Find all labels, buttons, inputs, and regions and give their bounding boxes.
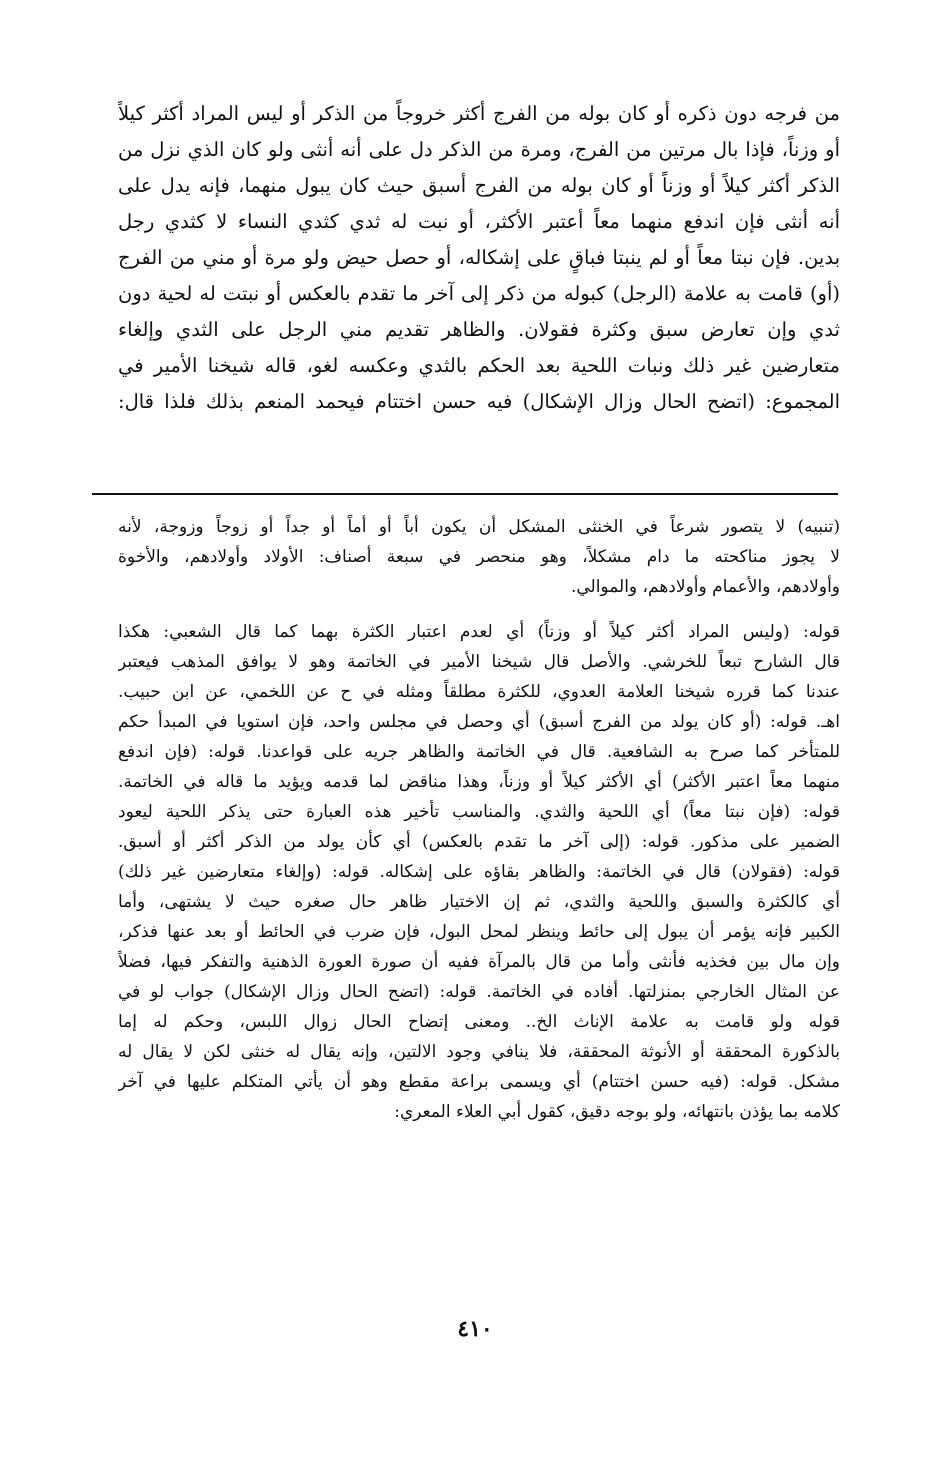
main-text-line: من فرجه دون ذكره أو كان بوله من الفرج أكثر خروجاً من الذكر أو ليس المراد أكثر كيلاً (118, 102, 840, 125)
main-text-line: بدين. فإن نبتا معاً أو لم ينبتا فباقٍ على إشكاله، أو حصل حيض ولو مرة أو مني من الفرج (118, 246, 840, 269)
main-text-line: المجموع: (اتضح الحال وزال الإشكال) فيه حسن اختتام فيحمد المنعم بذلك فلذا قال: (118, 390, 840, 413)
footnote-line: قوله ولو قامت به علامة الإناث الخ.. ومعنى إتضاح الحال زوال اللبس، وحكم له إما (118, 1012, 840, 1032)
footnote-line: لا يجوز مناكحته ما دام مشكلاً، وهو منحصر في سبعة أصناف: الأولاد وأولادهم، والأخوة (118, 547, 840, 567)
footnote-line: قوله: (فقولان) قال في الخاتمة: والظاهر بقاؤه على إشكاله. قوله: (وإلغاء متعارضين غير ذلك) (118, 862, 840, 882)
main-text-line: (أو) قامت به علامة (الرجل) كبوله من ذكر إلى آخر ما تقدم بالعكس أو نبتت له لحية دون (118, 282, 840, 305)
main-text-line: أو وزناً، فإذا بال مرتين من الفرج، ومرة من الذكر دل على أنه أنثى ولو كان الذي نزل من (118, 138, 840, 161)
footnote-line: عندنا كما قرره شيخنا العلامة العدوي، للكثرة مطلقاً ومثله في ح عن اللخمي، عن ابن حبيب. (118, 682, 840, 702)
main-text-line: الذكر أكثر كيلاً أو وزناً أو كان بوله من الفرج أسبق حيث كان يبول منهما، فإنه يدل على (118, 174, 840, 197)
footnote-line: عن المثال الخارجي بمنزلتها. أفاده في الخاتمة. قوله: (اتضح الحال وزال الإشكال) جواب لو في (118, 982, 840, 1002)
footnote-line: وإن مال بين فخذيه فأنثى وأما من قال بالمرآة ففيه أن صورة العورة الذهنية والتفكر فيها، فضلاً (118, 952, 840, 972)
footnote-line: قوله: (وليس المراد أكثر كيلاً أو وزناً) أي لعدم اعتبار الكثرة بهما كما قال الشعبي: هكذا (118, 622, 840, 642)
footnote-line: الضمير على مذكور. قوله: (إلى آخر ما تقدم بالعكس) أي كأن يولد من الذكر أكثر أو أسبق. (118, 832, 840, 852)
main-text-line: أنه أنثى فإن اندفع منهما معاً أعتبر الأكثر، أو نبت له ثدي كثدي النساء لا كثدي رجل (118, 210, 840, 233)
footnote-line: كلامه بما يؤذن بانتهائه، ولو بوجه دقيق، كقول أبي العلاء المعري: (394, 1102, 840, 1122)
footnote-line: مشكل. قوله: (فيه حسن اختتام) أي ويسمى براعة مقطع وهو أن يأتي المتكلم عليها في آخر (118, 1072, 840, 1092)
footnote-line: (تنبيه) لا يتصور شرعاً في الخنثى المشكل أن يكون أباً أو أماً أو جداً أو زوجاً وزوجة، لأنه (118, 517, 840, 537)
main-text-line: متعارضين غير ذلك ونبات اللحية بعد الحكم بالثدي وعكسه لغو، قاله شيخنا الأمير في (118, 354, 840, 377)
footnote-line: قال الشارح تبعاً للخرشي. والأصل قال شيخنا الأمير في الخاتمة وهو لا يوافق المذهب فيعتبر (118, 652, 840, 672)
footnote-line: أي كالكثرة والسبق واللحية والثدي، ثم إن الاختيار ظاهر حال صغره حيث لا يشتهى، وأما (118, 892, 840, 912)
footnote-line: قوله: (فإن نبتا معاً) أي اللحية والثدي. والمناسب تأخير هذه العبارة حتى يذكر اللحية ليعود (118, 802, 840, 822)
footnote-line: الكبير فإنه يؤمر أن يبول إلى حائط وينظر لمحل البول، فإن ضرب في الحائط أو بعد عنها فذكر، (118, 922, 840, 942)
footnote-line: بالذكورة المحققة أو الأنوثة المحققة، فلا ينافي وجود الالتين، وإنه يقال له خنثى لكن لا يقال له (118, 1042, 840, 1062)
footnote-line: وأولادهم، والأعمام وأولادهم، والموالي. (570, 577, 840, 597)
main-text-line: ثدي وإن تعارض سبق وكثرة فقولان. والظاهر تقديم مني الرجل على الثدي وإلغاء (118, 318, 840, 341)
page-number: ٤١٠ (457, 1316, 493, 1342)
footnote-line: اهـ. قوله: (أو كان يولد من الفرج أسبق) أي وحصل في مجلس واحد، فإن استويا في المبدأ حكم (118, 712, 840, 732)
footnote-separator (92, 493, 838, 495)
footnote-line: للمتأخر كما صرح به الشافعية. قال في الخاتمة والظاهر جريه على قواعدنا. قوله: (فإن اندفع (118, 742, 840, 762)
footnote-line: منهما معاً اعتبر الأكثر) أي الأكثر كيلاً أو وزناً، وهذا مناقض لما قدمه ويؤيد ما قاله في الخاتمة. (118, 772, 840, 792)
